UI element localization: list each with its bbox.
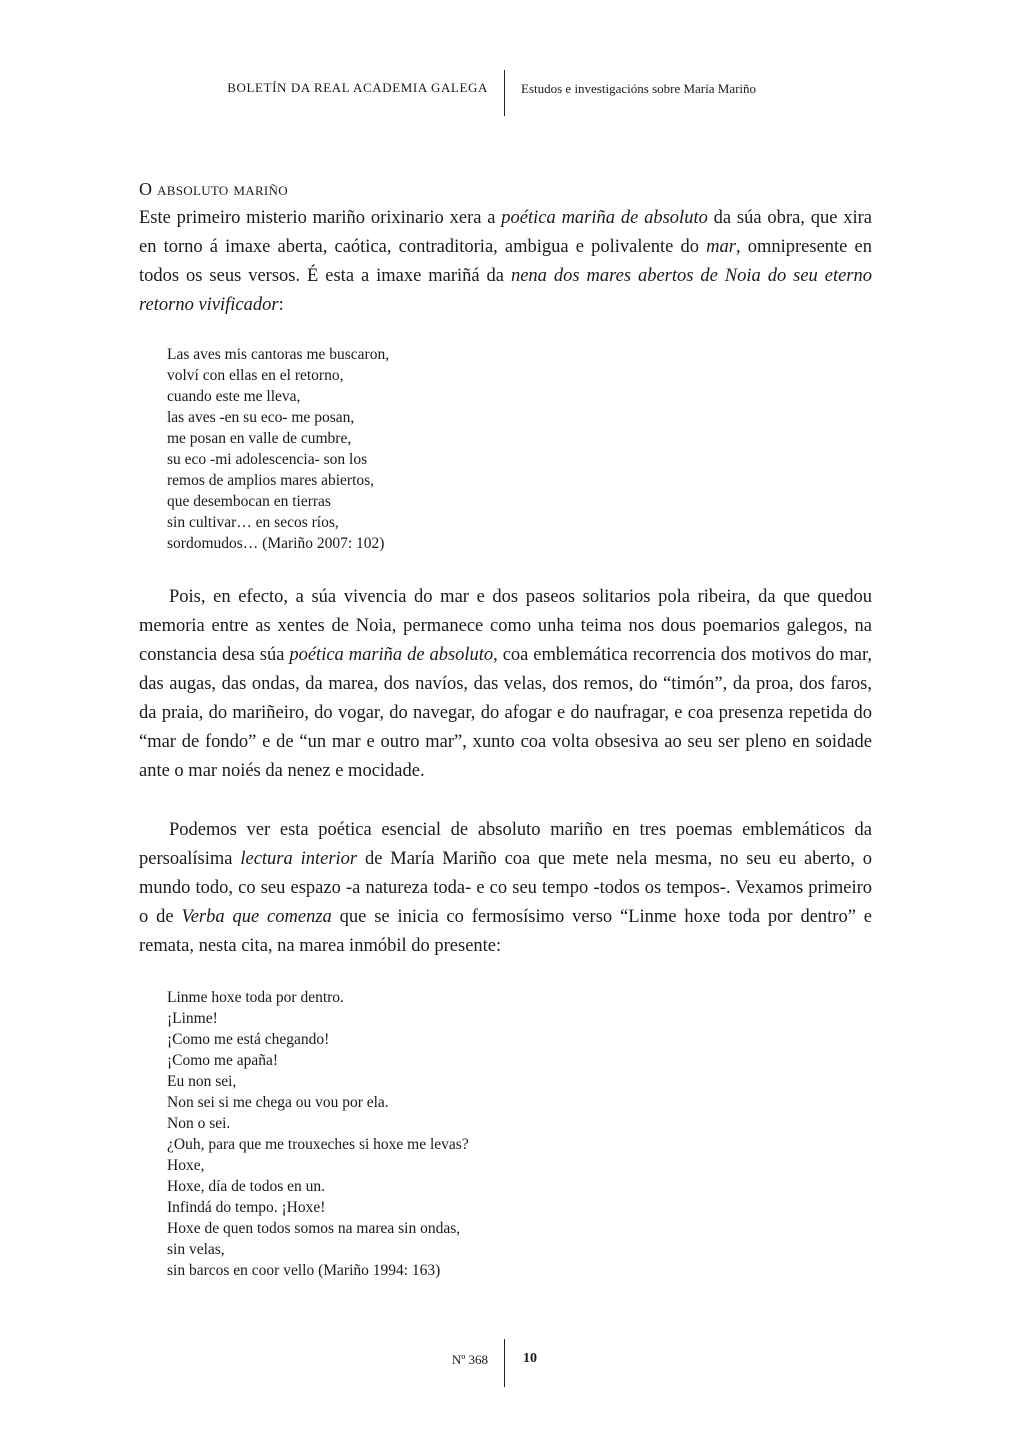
poem-line: su eco -mi adolescencia- son los [167, 451, 368, 468]
poem-line: sin cultivar… en secos ríos, [167, 514, 339, 531]
poem-line: Eu non sei, [167, 1073, 237, 1090]
text-run: da súa obra, que xira en torno á imaxe aberta, caótica, contraditoria, ambigua e polivalente do [139, 208, 873, 257]
poem-line: Infindá do tempo. ¡Hoxe! [167, 1199, 326, 1216]
italic-run: lectura interior [240, 849, 358, 869]
text-run: , coa emblemática recorrencia dos motivos do mar, das augas, das ondas, da marea, dos navíos, das velas, dos remos, do “timón”, da proa, dos faros, da praia, do mariñeiro, do vogar, do navegar, do afogar e do naufragar, e coa presenza repetida do “mar de fondo” e de “un mar e outro mar”, xunto coa volta obsesiva ao seu ser pleno en soidade ante o mar noiés da nenez e mocidade. [139, 645, 872, 781]
text-run: : [278, 295, 284, 315]
poem-line: Hoxe de quen todos somos na marea sin ondas, [167, 1220, 461, 1237]
paragraph-1 [139, 204, 872, 320]
poem-line: volví con ellas en el retorno, [167, 367, 344, 384]
text-run: , omnipresente en todos os seus versos. É esta a imaxe mariñá da [139, 237, 873, 286]
poem-line: sordomudos… (Mariño 2007: 102) [167, 535, 385, 552]
poem-line: sin barcos en coor vello (Mariño 1994: 163) [167, 1262, 441, 1279]
header-divider [504, 70, 505, 116]
poem-line: Linme hoxe toda por dentro. [167, 989, 344, 1006]
text-run: de María Mariño coa que mete nela mesma, no seu eu aberto, o mundo todo, co seu espazo -a natureza toda- e co seu tempo -todos os tempos-. Vexamos primeiro o de [139, 849, 872, 927]
italic-run: mar [706, 237, 736, 257]
text-run: Este primeiro misterio mariño orixinario xera a [139, 208, 502, 228]
poem-quote-2 [167, 987, 469, 1281]
poem-line: remos de amplios mares abiertos, [167, 472, 375, 489]
poem-quote-1 [167, 344, 389, 554]
poem-line: ¿Ouh, para que me trouxeches si hoxe me levas? [167, 1136, 469, 1153]
poem-line: Non o sei. [167, 1115, 231, 1132]
page-number: 10 [523, 1351, 537, 1366]
journal-title: BOLETÍN DA REAL ACADEMIA GALEGA [227, 80, 488, 95]
text-run: Pois, en efecto, a súa vivencia do mar e dos paseos solitarios pola ribeira, da que quedou memoria entre as xentes de Noia, permanece como unha teima nos dous poemarios galegos, na constancia desa súa [139, 587, 872, 665]
poem-line: que desembocan en tierras [167, 493, 331, 510]
poem-line: ¡Como me apaña! [167, 1052, 279, 1069]
issue-number: Nº 368 [451, 1352, 488, 1367]
text-run: que se inicia co fermosísimo verso “Linme hoxe toda por dentro” e remata, nesta cita, na marea inmóbil do presente: [139, 907, 872, 956]
poem-line: Hoxe, [167, 1157, 205, 1174]
italic-run: nena dos mares abertos de Noia do seu eterno retorno vivificador [139, 266, 872, 315]
poem-line: ¡Como me está chegando! [167, 1031, 330, 1048]
poem-line: sin velas, [167, 1241, 225, 1258]
footer-divider [504, 1339, 505, 1387]
poem-line: cuando este me lleva, [167, 388, 301, 405]
paragraph-2 [139, 583, 872, 786]
poem-line: Las aves mis cantoras me buscaron, [167, 346, 390, 363]
text-run: Podemos ver esta poética esencial de absoluto mariño en tres poemas emblemáticos da persoalísima [139, 820, 872, 869]
italic-run: poética mariña de absoluto [289, 645, 494, 665]
italic-run: poética mariña de absoluto [501, 208, 708, 228]
section-heading: O absoluto mariño [139, 179, 288, 199]
poem-line: las aves -en su eco- me posan, [167, 409, 355, 426]
poem-line: me posan en valle de cumbre, [167, 430, 352, 447]
poem-line: Hoxe, día de todos en un. [167, 1178, 325, 1195]
poem-line: ¡Linme! [167, 1010, 218, 1027]
italic-run: Verba que comenza [181, 907, 332, 927]
paragraph-3 [139, 816, 872, 961]
section-running-title: Estudos e investigacións sobre María Mariño [521, 81, 757, 96]
poem-line: Non sei si me chega ou vou por ela. [167, 1094, 389, 1111]
